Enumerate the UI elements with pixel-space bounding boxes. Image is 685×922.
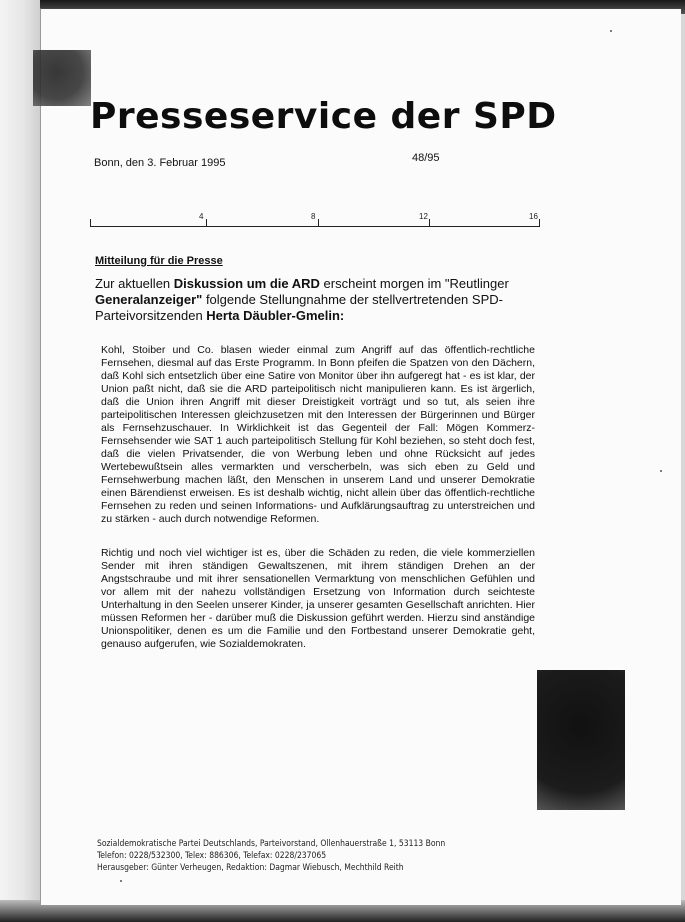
scan-speck [120, 880, 122, 882]
ruler-tick [318, 219, 319, 227]
release-number: 48/95 [412, 152, 440, 164]
scan-speck [610, 30, 612, 32]
footer-contact: Telefon: 0228/532300, Telex: 886306, Telefax: 0228/237065 [97, 851, 327, 861]
intro-bold: Herta Däubler-Gmelin: [206, 308, 345, 323]
intro-bold: Generalanzeiger" [95, 292, 203, 307]
ruler-tick [539, 219, 540, 227]
scan-edge-left [0, 0, 40, 922]
ruler [90, 212, 540, 227]
intro-text: folgende Stellungnahme der stellvertretenden SPD-Parteivorsitzenden [95, 292, 503, 323]
intro-text: erscheint morgen im "Reutlinger [319, 276, 509, 291]
footer [97, 838, 527, 874]
ruler-tick [90, 219, 91, 227]
scan-speck [660, 470, 662, 472]
ruler-label: 16 [529, 212, 538, 221]
ruler-label: 8 [311, 212, 316, 221]
footer-publisher: Herausgeber: Günter Verheugen, Redaktion: Dagmar Wiebusch, Mechthild Reith [97, 863, 404, 873]
footer-address: Sozialdemokratische Partei Deutschlands, Parteivorstand, Ollenhauerstraße 1, 53113 Bonn [97, 839, 446, 849]
section-heading: Mitteilung für die Presse [95, 255, 223, 267]
scan-blot-side [537, 670, 625, 810]
body-paragraph-1: Kohl, Stoiber und Co. blasen wieder einmal zum Angriff auf das öffentlich-rechtliche Fernsehen, diesmal auf das Erste Programm. In Bonn pfeifen die Spatzen von den Dächern, daß Kohl sich entsetzlich über eine Satire von Monitor über ihn aufgeregt hat - es ist klar, der Union paßt nicht, daß sie die ARD parteipolitisch nicht manipulieren kann. Es ist ärgerlich, daß die Union ihren Angriff mit dieser Dreistigkeit vorträgt und so tut, als seien ihre parteipolitischen Interessen gleichzusetzen mit den Interessen der Bürgerinnen und Bürger als Fernsehzuschauer. In Wirklichkeit ist das Gegenteil der Fall: Mögen Kommerz-Fernsehsender wie SAT 1 auch parteipolitisch Stellung für Kohl beziehen, so steht doch fest, daß die vielen Privatsender, die von Werbung leben und ohne Rücksicht auf jedes Wertebewußtsein alles vermarkten und verscherbeln, was sich eben zu Geld und Fernsehwerbung machen läßt, den Menschen in unserem Land und unserer Demokratie einen Bärendienst erweisen. Es ist deshalb wichtig, nicht allein über das öffentlich-rechtliche Fernsehen zu reden und seinen Informations- und Aufklärungsauftrag zu unterstreichen und zu stärken - auch durch notwendige Reformen. [101, 344, 535, 525]
ruler-tick [206, 219, 207, 227]
ruler-label: 4 [199, 212, 204, 221]
dateline: Bonn, den 3. Februar 1995 [94, 157, 226, 169]
body-paragraph-2: Richtig und noch viel wichtiger ist es, über die Schäden zu reden, die viele kommerziellen Sender mit ihren ständigen Gewaltszenen, mit ihrem ständigen Drehen an der Angstschraube und mit ihrer sensationellen Vermarktung von menschlichen Gefühlen und vor allem mit der nahezu vollständigen Ersetzung von Information durch seichteste Unterhaltung in den Seelen unserer Kinder, ja unserer gesamten Gesellschaft anrichten. Hier müssen Reformen her - darüber muß die Diskussion geführt werden. Hierzu sind anständige Unionspolitiker, denen es um die Familie und den Fortbestand unserer Demokratie geht, genauso aufgerufen, wie Sozialdemokraten. [101, 547, 535, 650]
intro-bold: Diskussion um die ARD [173, 276, 320, 291]
page-title: Presseservice der SPD [90, 96, 557, 137]
intro-text: Zur aktuellen [95, 276, 174, 291]
scan-blot-top [33, 50, 91, 106]
ruler-tick [429, 219, 430, 227]
intro-statement [95, 276, 535, 324]
ruler-label: 12 [419, 212, 428, 221]
